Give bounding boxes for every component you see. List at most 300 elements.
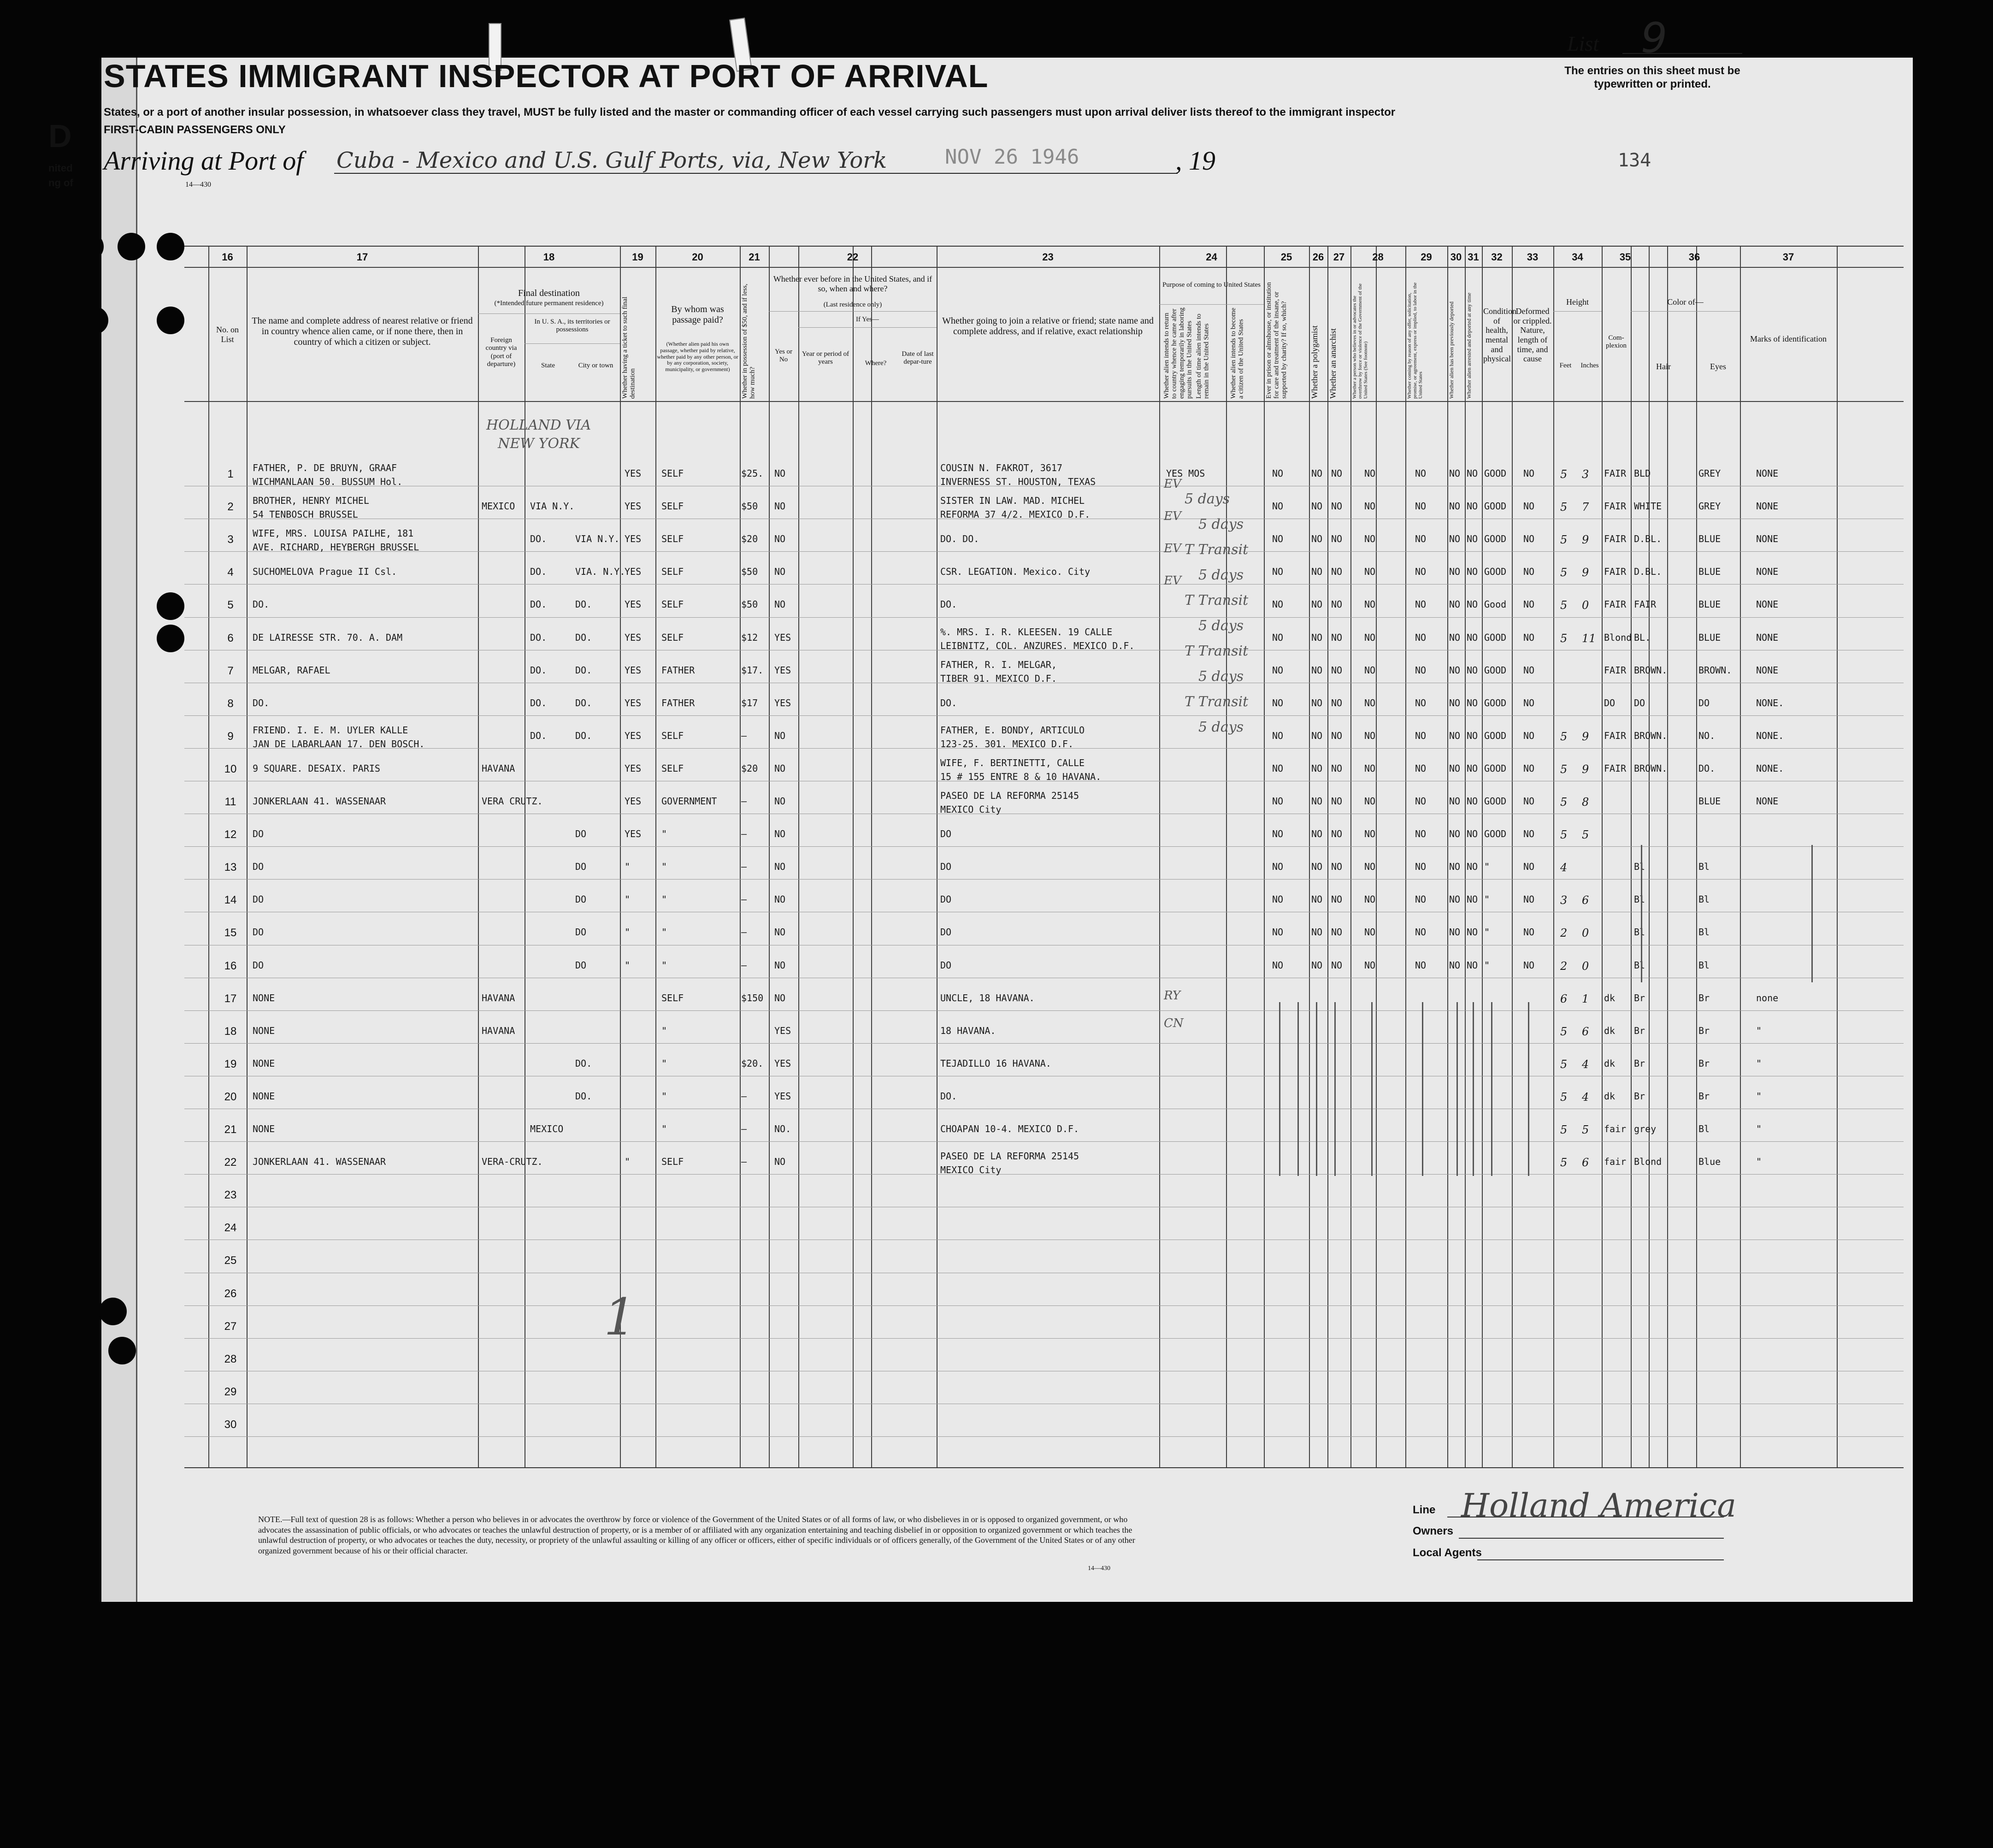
- money-value: $25.: [741, 468, 764, 479]
- arrested-value: NO: [1467, 762, 1478, 774]
- column-number: 28: [1372, 251, 1384, 263]
- eye-color: Bl: [1698, 1123, 1710, 1134]
- money-value: $17.: [741, 664, 764, 676]
- previously-in-us: NO: [774, 468, 786, 479]
- money-value: $20.: [741, 1057, 764, 1069]
- health-value: ": [1484, 861, 1490, 873]
- deformed-value: NO: [1523, 599, 1535, 610]
- anarchist-value: NO: [1331, 697, 1343, 708]
- money-value: —: [741, 959, 747, 971]
- height-inches: 6: [1582, 1025, 1589, 1038]
- anarchist-value: NO: [1331, 828, 1343, 840]
- purpose-value: YES MOS: [1166, 468, 1205, 479]
- money-value: $12: [741, 632, 758, 643]
- relative-address: NONE: [253, 1090, 275, 1102]
- left-fragment: ng of: [48, 177, 73, 189]
- height-feet: 3: [1560, 894, 1568, 907]
- col24-a: Whether alien intends to return to country whence he came after engaging temporarily in laboring pursuits in the United States: [1163, 307, 1193, 399]
- money-value: $50: [741, 566, 758, 578]
- passage-paid: SELF: [661, 992, 684, 1004]
- identification-marks: NONE: [1756, 599, 1779, 610]
- eye-color: Bl: [1698, 927, 1710, 938]
- joining-relative: TEJADILLO 16 HAVANA.: [940, 1057, 1051, 1069]
- joining-relative: DO.: [940, 697, 957, 708]
- anarchist-value: NO: [1331, 501, 1343, 512]
- previously-in-us: YES: [774, 1025, 791, 1036]
- column-number: 37: [1782, 251, 1794, 263]
- dest-city: DO: [575, 959, 587, 971]
- row-rule: [184, 1436, 1904, 1437]
- col19-header: Whether having a ticket to such final destination: [621, 296, 637, 399]
- transit-note: T Transit: [1185, 592, 1249, 608]
- eye-color: Bl: [1698, 894, 1710, 905]
- col22-sub: (Last residence only): [823, 301, 882, 308]
- prison-value: NO: [1272, 566, 1284, 578]
- hair-color: Br: [1634, 1090, 1645, 1102]
- ditto-stroke: [1316, 1002, 1317, 1176]
- joining-relative: %. MRS. I. R. KLEESEN. 19 CALLE: [940, 626, 1113, 638]
- ditto-stroke: [1456, 1002, 1458, 1176]
- joining-relative: 15 # 155 ENTRE 8 & 10 HAVANA.: [940, 771, 1102, 782]
- anarchist-value: NO: [1331, 861, 1343, 873]
- eye-color: BLUE: [1698, 566, 1721, 578]
- ticket-value: ": [625, 1156, 631, 1168]
- height-feet: 5: [1560, 796, 1568, 809]
- q28-value: NO: [1364, 468, 1376, 479]
- arrested-value: NO: [1467, 894, 1478, 905]
- passage-paid: ": [661, 894, 667, 905]
- header-instructions: States, or a port of another insular possession, in whatsoever class they travel, MUST be fully listed and the master or commanding officer of each vessel carrying such passengers must upon arrival deliver lists thereof to the immigrant inspector: [104, 106, 1396, 118]
- col22-title: Whether ever before in the United States, and if so, when and where?: [773, 274, 932, 293]
- column-number: 26: [1312, 251, 1324, 263]
- transit-note: T Transit: [1185, 694, 1249, 710]
- transit-note: 5 days: [1198, 668, 1244, 685]
- hair-color: BROWN.: [1634, 762, 1668, 774]
- hair-color: Br: [1634, 992, 1645, 1004]
- height-feet: 2: [1560, 959, 1568, 973]
- height-feet: 5: [1560, 533, 1568, 547]
- row-number: 20: [224, 1090, 237, 1103]
- arrested-value: NO: [1467, 664, 1478, 676]
- passage-paid: SELF: [661, 762, 684, 774]
- joining-relative: DO.: [940, 599, 957, 610]
- dest-foreign: VERA-CRUTZ.: [482, 1156, 543, 1168]
- previously-in-us: NO: [774, 992, 786, 1004]
- deformed-value: NO: [1523, 533, 1535, 545]
- col24-divider: [1159, 304, 1264, 305]
- column-divider: [655, 247, 656, 1467]
- column-divider: [1264, 247, 1265, 1467]
- punch-hole: [108, 1337, 136, 1364]
- column-number: 24: [1206, 251, 1217, 263]
- health-value: ": [1484, 959, 1490, 971]
- anarchist-value: NO: [1331, 468, 1343, 479]
- contract-labor-value: NO: [1415, 959, 1427, 971]
- height-inches: 9: [1582, 533, 1589, 547]
- eye-color: Bl: [1698, 861, 1710, 873]
- previously-in-us: NO.: [774, 1123, 791, 1134]
- row-number: 21: [224, 1123, 237, 1136]
- page-title: STATES IMMIGRANT INSPECTOR AT PORT OF ARRIVAL: [104, 58, 989, 94]
- punch-hole: [157, 625, 184, 652]
- polygamist-value: NO: [1311, 566, 1323, 578]
- deported-value: NO: [1449, 959, 1461, 971]
- local-agents-label: Local Agents: [1413, 1547, 1482, 1559]
- column-divider: [1447, 247, 1448, 1467]
- prison-value: NO: [1272, 468, 1284, 479]
- prison-value: NO: [1272, 894, 1284, 905]
- relative-address: DO: [253, 828, 264, 840]
- passage-paid: ": [661, 1057, 667, 1069]
- ditto-stroke: [1371, 1002, 1373, 1176]
- health-value: GOOD: [1484, 468, 1507, 479]
- col20-header: By whom was passage paid?: [671, 304, 724, 325]
- relative-address: 9 SQUARE. DESAIX. PARIS: [253, 762, 380, 774]
- col36-hair: Hair: [1656, 362, 1671, 371]
- ticket-value: YES: [625, 599, 642, 610]
- hair-color: BROWN.: [1634, 730, 1668, 741]
- height-inches: 6: [1582, 894, 1589, 907]
- deported-value: NO: [1449, 566, 1461, 578]
- prison-value: NO: [1272, 959, 1284, 971]
- joining-relative: COUSIN N. FAKROT, 3617: [940, 462, 1062, 473]
- row-number: 1: [227, 468, 234, 480]
- column-divider: [853, 247, 854, 1467]
- left-fragment: nited: [48, 162, 73, 174]
- relative-address: BROTHER, HENRY MICHEL: [253, 495, 369, 507]
- row-number: 18: [224, 1025, 237, 1038]
- dest-city: DO.: [575, 664, 592, 676]
- col34-inches: Inches: [1580, 362, 1599, 369]
- prison-value: NO: [1272, 861, 1284, 873]
- q28-value: NO: [1364, 861, 1376, 873]
- height-feet: 5: [1560, 828, 1568, 842]
- hair-color: Bl: [1634, 894, 1645, 905]
- deformed-value: NO: [1523, 828, 1535, 840]
- prison-value: NO: [1272, 632, 1284, 643]
- dest-state: DO.: [530, 533, 547, 545]
- column-divider: [620, 247, 621, 1467]
- health-value: GOOD: [1484, 566, 1507, 578]
- agents-underline: [1477, 1559, 1724, 1560]
- punch-hole: [99, 1298, 127, 1325]
- joining-relative: TIBER 91. MEXICO D.F.: [940, 673, 1057, 684]
- column-divider: [1696, 247, 1697, 1467]
- health-value: Good: [1484, 599, 1507, 610]
- column-number: 30: [1450, 251, 1462, 263]
- complexion-value: dk: [1604, 992, 1616, 1004]
- col37-header: Marks of identification: [1750, 334, 1827, 343]
- deformed-value: NO: [1523, 927, 1535, 938]
- previously-in-us: NO: [774, 796, 786, 807]
- relative-address: WIFE, MRS. LOUISA PAILHE, 181: [253, 528, 414, 539]
- purpose-mark: EV: [1164, 477, 1181, 491]
- dest-foreign: HAVANA: [482, 992, 515, 1004]
- column-divider: [1740, 247, 1741, 1467]
- column-number: 22: [847, 251, 859, 263]
- height-inches: 3: [1582, 468, 1589, 481]
- polygamist-value: NO: [1311, 533, 1323, 545]
- joining-relative: SISTER IN LAW. MAD. MICHEL: [940, 495, 1085, 507]
- previously-in-us: YES: [774, 1090, 791, 1102]
- relative-address: DE LAIRESSE STR. 70. A. DAM: [253, 632, 403, 643]
- relative-address: JONKERLAAN 41. WASSENAAR: [253, 1156, 386, 1168]
- money-value: —: [741, 730, 747, 741]
- col16-header: No. on List: [216, 325, 239, 344]
- deported-value: NO: [1449, 599, 1461, 610]
- passage-paid: ": [661, 1123, 667, 1134]
- contract-labor-value: NO: [1415, 828, 1427, 840]
- height-feet: 5: [1560, 566, 1568, 579]
- column-number: 27: [1333, 251, 1345, 263]
- row-number: 8: [227, 697, 234, 710]
- height-inches: 9: [1582, 730, 1589, 743]
- top-destination-note: NEW YORK: [498, 436, 580, 452]
- money-value: $50: [741, 501, 758, 512]
- deported-value: NO: [1449, 468, 1461, 479]
- deported-value: NO: [1449, 828, 1461, 840]
- column-divider: [1405, 247, 1406, 1467]
- form-code: 14—430: [185, 181, 211, 189]
- height-inches: 5: [1582, 1123, 1589, 1136]
- ticket-value: YES: [625, 762, 642, 774]
- money-value: $150: [741, 992, 764, 1004]
- relative-address: AVE. RICHARD, HEYBERGH BRUSSEL: [253, 542, 419, 553]
- previously-in-us: NO: [774, 533, 786, 545]
- column-number: 31: [1468, 251, 1479, 263]
- deformed-value: NO: [1523, 894, 1535, 905]
- hair-color: Bl: [1634, 959, 1645, 971]
- row-rule: [184, 1010, 1904, 1011]
- anarchist-value: NO: [1331, 566, 1343, 578]
- polygamist-value: NO: [1311, 762, 1323, 774]
- relative-address: WICHMANLAAN 50. BUSSUM Hol.: [253, 476, 403, 487]
- column-divider: [1350, 247, 1351, 1467]
- passage-paid: FATHER: [661, 664, 695, 676]
- col24-title: Purpose of coming to United States: [1162, 281, 1261, 289]
- arrested-value: NO: [1467, 959, 1478, 971]
- deformed-value: NO: [1523, 566, 1535, 578]
- dest-state: DO.: [530, 697, 547, 708]
- deformed-value: NO: [1523, 697, 1535, 708]
- polygamist-value: NO: [1311, 501, 1323, 512]
- col27-header: Whether an anarchist: [1328, 328, 1338, 399]
- transit-note: T Transit: [1185, 542, 1249, 558]
- joining-relative: 18 HAVANA.: [940, 1025, 996, 1036]
- complexion-value: FAIR: [1604, 566, 1627, 578]
- col36-header: Color of—: [1667, 297, 1704, 307]
- relative-address: MELGAR, RAFAEL: [253, 664, 330, 676]
- arrested-value: NO: [1467, 697, 1478, 708]
- deformed-value: NO: [1523, 632, 1535, 643]
- dest-foreign: HAVANA: [482, 762, 515, 774]
- eye-color: Bl: [1698, 959, 1710, 971]
- sheet-number: 134: [1618, 150, 1651, 171]
- ticket-value: ": [625, 959, 631, 971]
- contract-labor-value: NO: [1415, 894, 1427, 905]
- previously-in-us: YES: [774, 664, 791, 676]
- joining-relative: DO.: [940, 1090, 957, 1102]
- col18-title: Final destination: [518, 288, 580, 298]
- contract-labor-value: NO: [1415, 796, 1427, 807]
- column-number: 33: [1527, 251, 1539, 263]
- ticket-value: YES: [625, 566, 642, 578]
- deformed-value: NO: [1523, 959, 1535, 971]
- column-divider: [871, 247, 872, 1467]
- deported-value: NO: [1449, 533, 1461, 545]
- prison-value: NO: [1272, 664, 1284, 676]
- col36-divider: [1631, 311, 1740, 312]
- passage-paid: ": [661, 1025, 667, 1036]
- identification-marks: ": [1756, 1123, 1762, 1134]
- dest-city: DO.: [575, 730, 592, 741]
- height-inches: 6: [1582, 1156, 1589, 1169]
- hair-color: WHITE: [1634, 501, 1662, 512]
- health-value: GOOD: [1484, 697, 1507, 708]
- money-value: —: [741, 894, 747, 905]
- previously-in-us: NO: [774, 762, 786, 774]
- punch-hole: [157, 592, 184, 620]
- joining-relative: WIFE, F. BERTINETTI, CALLE: [940, 757, 1085, 768]
- anarchist-value: NO: [1331, 762, 1343, 774]
- height-feet: 5: [1560, 1123, 1568, 1136]
- prison-value: NO: [1272, 828, 1284, 840]
- dest-city: DO.: [575, 632, 592, 643]
- relative-address: NONE: [253, 1057, 275, 1069]
- deformed-value: NO: [1523, 861, 1535, 873]
- relative-address: DO.: [253, 697, 270, 708]
- height-feet: 5: [1560, 632, 1568, 645]
- column-divider: [247, 247, 248, 1467]
- col20-sub: (Whether alien paid his own passage, whether paid by relative, whether paid by any other person, or by any corporation, society, municipality, or government): [657, 341, 738, 373]
- prison-value: NO: [1272, 599, 1284, 610]
- ditto-stroke: [1641, 845, 1642, 983]
- joining-relative: CHOAPAN 10-4. MEXICO D.F.: [940, 1123, 1079, 1134]
- col18-city: City or town: [578, 362, 613, 369]
- relative-address: FATHER, P. DE BRUYN, GRAAF: [253, 462, 397, 473]
- identification-marks: ": [1756, 1156, 1762, 1168]
- polygamist-value: NO: [1311, 599, 1323, 610]
- punch-hole: [81, 307, 108, 334]
- anarchist-value: NO: [1331, 796, 1343, 807]
- prison-value: NO: [1272, 927, 1284, 938]
- complexion-value: FAIR: [1604, 730, 1627, 741]
- health-value: GOOD: [1484, 730, 1507, 741]
- height-inches: 9: [1582, 566, 1589, 579]
- column-divider: [208, 247, 209, 1467]
- q28-value: NO: [1364, 828, 1376, 840]
- identification-marks: ": [1756, 1057, 1762, 1069]
- identification-marks: NONE: [1756, 632, 1779, 643]
- prison-value: NO: [1272, 697, 1284, 708]
- row-rule: [184, 846, 1904, 847]
- col25-header: Ever in prison or almshouse, or institution for care and treatment of the insane, or supported by charity? If so, which?: [1265, 282, 1288, 399]
- col18-divider: [525, 343, 620, 344]
- deported-value: NO: [1449, 501, 1461, 512]
- height-inches: 11: [1582, 632, 1596, 645]
- money-value: —: [741, 796, 747, 807]
- polygamist-value: NO: [1311, 861, 1323, 873]
- column-number: 19: [632, 251, 643, 263]
- eye-color: BLUE: [1698, 533, 1721, 545]
- column-divider: [1631, 247, 1632, 1467]
- arrested-value: NO: [1467, 599, 1478, 610]
- identification-marks: NONE: [1756, 796, 1779, 807]
- passage-paid: SELF: [661, 632, 684, 643]
- identification-marks: ": [1756, 1025, 1762, 1036]
- column-number: 29: [1421, 251, 1432, 263]
- anarchist-value: NO: [1331, 664, 1343, 676]
- polygamist-value: NO: [1311, 894, 1323, 905]
- money-value: —: [741, 927, 747, 938]
- height-feet: 5: [1560, 762, 1568, 776]
- transit-note: 5 days: [1198, 516, 1244, 532]
- col34-header: Height: [1566, 297, 1589, 307]
- arrested-value: NO: [1467, 828, 1478, 840]
- prison-value: NO: [1272, 501, 1284, 512]
- purpose-mark: CN: [1164, 1016, 1184, 1030]
- row-rule: [184, 1043, 1904, 1044]
- col34-feet: Feet: [1559, 362, 1572, 369]
- deported-value: NO: [1449, 796, 1461, 807]
- left-fragment: D: [48, 118, 72, 154]
- column-divider: [1512, 247, 1513, 1467]
- ticket-value: YES: [625, 796, 642, 807]
- row-number: 23: [224, 1189, 237, 1202]
- height-inches: 9: [1582, 762, 1589, 776]
- col22-divider: [798, 327, 937, 328]
- eye-color: Br: [1698, 1025, 1710, 1036]
- col18-foreign: Foreign country via (port of departure): [485, 337, 517, 368]
- arriving-port: Cuba - Mexico and U.S. Gulf Ports, via, New York: [336, 148, 887, 173]
- previously-in-us: NO: [774, 959, 786, 971]
- height-inches: 0: [1582, 599, 1589, 612]
- row-number: 6: [227, 632, 234, 644]
- height-inches: 4: [1582, 1057, 1589, 1071]
- deformed-value: NO: [1523, 664, 1535, 676]
- row-rule: [184, 617, 1904, 618]
- col21-header: Whether in possession of $50, and if less, how much?: [741, 283, 756, 399]
- punch-hole: [118, 233, 145, 260]
- dest-state: MEXICO: [530, 1123, 564, 1134]
- col18-divider: [478, 313, 620, 314]
- joining-relative: DO: [940, 828, 952, 840]
- ditto-stroke: [1279, 1002, 1280, 1176]
- dest-state: DO.: [530, 730, 547, 741]
- arrested-value: NO: [1467, 730, 1478, 741]
- joining-relative: MEXICO City: [940, 1164, 1002, 1176]
- col17-header: The name and complete address of nearest relative or friend in country whence alien came, or if none there, then in country of which a citizen or subject.: [252, 316, 473, 347]
- row-number: 27: [224, 1320, 237, 1333]
- row-number: 4: [227, 566, 234, 579]
- relative-address: FRIEND. I. E. M. UYLER KALLE: [253, 724, 408, 736]
- height-feet: 5: [1560, 501, 1568, 514]
- ticket-value: YES: [625, 664, 642, 676]
- hair-color: grey: [1634, 1123, 1657, 1134]
- passage-paid: FATHER: [661, 697, 695, 708]
- joining-relative: DO: [940, 959, 952, 971]
- row-number: 5: [227, 599, 234, 612]
- previously-in-us: NO: [774, 1156, 786, 1168]
- list-number: 9: [1641, 14, 1668, 62]
- previously-in-us: YES: [774, 697, 791, 708]
- dest-city: DO.: [575, 1090, 592, 1102]
- previously-in-us: NO: [774, 730, 786, 741]
- complexion-value: Blond: [1604, 632, 1632, 643]
- q28-value: NO: [1364, 697, 1376, 708]
- column-divider: [1649, 247, 1650, 1467]
- relative-address: NONE: [253, 992, 275, 1004]
